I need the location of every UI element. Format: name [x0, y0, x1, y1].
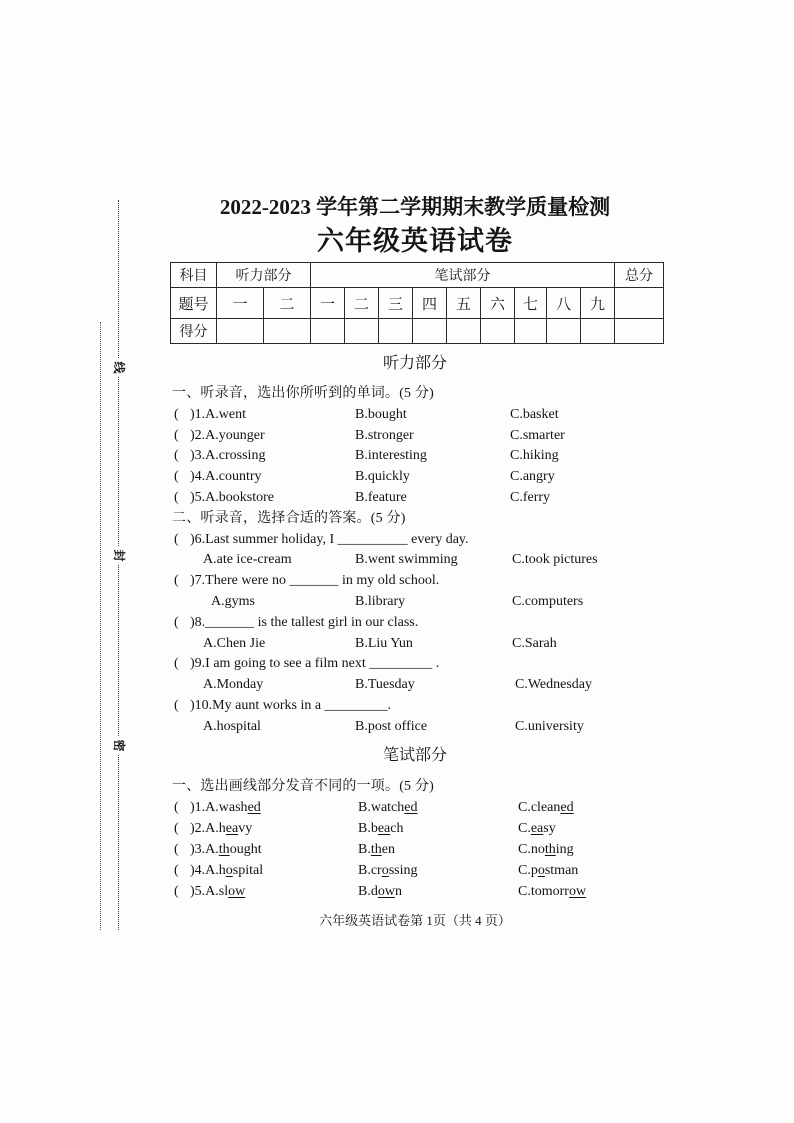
binding-char-feng: 封 [110, 547, 127, 564]
listening-q9-row [172, 654, 642, 675]
question-number: 2. [194, 820, 206, 836]
option-c-underlined: th [544, 841, 556, 857]
answer-bracket-close: ) [190, 614, 195, 630]
option-a: A.went [205, 406, 246, 422]
total-label: 总分 [615, 263, 664, 288]
binding-char-mi: 密 [110, 737, 127, 754]
option-a: A.crossing [205, 448, 266, 464]
option-b-rest: ssing [388, 862, 418, 878]
written-q4-row [172, 860, 642, 881]
option-b-rest: ch [390, 820, 404, 836]
question-stem [190, 405, 246, 426]
listening-part2-instruction: 二、听录音，选择合适的答案。(5 分) [172, 510, 406, 526]
listening-q6-options [172, 550, 642, 571]
option-a: A.bookstore [205, 489, 274, 505]
option-b-rest: en [381, 841, 395, 857]
score-cell [311, 319, 345, 344]
score-cell [379, 319, 413, 344]
subject-label: 科目 [171, 263, 217, 288]
option-a-underlined: ea [225, 820, 239, 836]
answer-bracket-open: ( [174, 820, 179, 836]
answer-bracket-open: ( [174, 427, 179, 443]
option-c-underlined: ow [568, 883, 587, 899]
written-number: 七 [515, 288, 547, 319]
question-stem [190, 446, 265, 467]
written-part1-instruction: 一、选出画线部分发音不同的一项。(5 分) [172, 778, 435, 794]
option-a-text: A.h [205, 820, 226, 836]
score-table-score-row [171, 319, 664, 344]
number-label: 题号 [171, 288, 217, 319]
written-number: 二 [345, 288, 379, 319]
answer-bracket-close: ) [190, 862, 195, 878]
listening-number: 二 [264, 288, 311, 319]
option-b: B.quickly [355, 469, 410, 485]
question-text: There were no _______ in my old school. [205, 573, 440, 589]
option-a: A.ate ice-cream [203, 552, 292, 568]
option-b-underlined: o [381, 862, 389, 878]
question-stem [190, 818, 252, 839]
option-b-underlined: ed [404, 799, 418, 815]
listening-q10-row [172, 696, 642, 717]
score-table [170, 262, 664, 344]
option-c-text: C.clean [518, 799, 561, 815]
written-number: 四 [413, 288, 447, 319]
question-stem [190, 488, 274, 509]
option-c-text: C.p [518, 862, 538, 878]
option-b-underlined: th [370, 841, 382, 857]
score-cell [581, 319, 615, 344]
answer-bracket-open: ( [174, 862, 179, 878]
question-number: 4. [194, 469, 206, 485]
listening-q4-row [172, 467, 642, 488]
listening-q10-options [172, 717, 642, 738]
listening-q7-options [172, 592, 642, 613]
question-number: 3. [194, 841, 206, 857]
binding-dotted-line-outer [100, 322, 101, 930]
listening-q5-row [172, 488, 642, 509]
option-a: A.Monday [203, 677, 264, 693]
written-section [172, 776, 642, 902]
question-stem [190, 530, 469, 551]
question-stem [190, 426, 265, 447]
option-c: C.took pictures [512, 552, 598, 568]
option-c: C.university [515, 718, 584, 734]
option-c: C.Wednesday [515, 677, 593, 693]
listening-heading: 听力部分 [382, 355, 447, 372]
answer-bracket-open: ( [174, 531, 179, 547]
option-c [518, 818, 556, 839]
exam-subtitle: 六年级英语试卷 [317, 226, 513, 256]
question-text: My aunt works in a _________. [212, 697, 392, 713]
option-b: B.post office [355, 718, 428, 734]
question-number: 2. [194, 427, 206, 443]
option-b-text: B.watch [358, 799, 405, 815]
option-a-underlined: ow [228, 883, 246, 899]
option-b-text: B.d [358, 883, 378, 899]
question-number: 4. [194, 862, 206, 878]
score-cell [515, 319, 547, 344]
answer-bracket-open: ( [174, 799, 179, 815]
listening-section-label: 听力部分 [217, 263, 311, 288]
option-b: B.library [355, 593, 406, 609]
option-a-text: A. [205, 841, 219, 857]
written-q2-row [172, 818, 642, 839]
answer-bracket-open: ( [174, 469, 179, 485]
answer-bracket-close: ) [190, 469, 195, 485]
question-number: 3. [194, 448, 206, 464]
question-number: 1. [194, 406, 206, 422]
option-b: B.feature [355, 489, 407, 505]
option-a-rest: spital [232, 862, 264, 878]
score-label: 得分 [171, 319, 217, 344]
score-cell [345, 319, 379, 344]
option-a [205, 821, 252, 836]
answer-bracket-open: ( [174, 883, 179, 899]
score-table-number-row [171, 288, 664, 319]
option-a: A.country [205, 469, 262, 485]
answer-bracket-close: ) [190, 427, 195, 443]
answer-bracket-close: ) [190, 697, 195, 713]
exam-title: 2022-2023 学年第二学期期末教学质量检测 [219, 195, 611, 219]
option-c [518, 839, 574, 860]
answer-bracket-close: ) [190, 799, 195, 815]
answer-bracket-open: ( [174, 448, 179, 464]
question-number: 9. [194, 656, 206, 672]
answer-bracket-close: ) [190, 573, 195, 589]
question-stem [190, 797, 261, 818]
written-number: 六 [481, 288, 515, 319]
written-q1-row [172, 797, 642, 818]
answer-bracket-open: ( [174, 841, 179, 857]
listening-part1-instruction: 一、听录音，选出你所听到的单词。(5 分) [172, 386, 435, 401]
total-blank-cell [615, 288, 664, 319]
option-a-rest: vy [238, 820, 253, 836]
option-a: A.gyms [211, 593, 255, 609]
answer-bracket-open: ( [174, 697, 179, 713]
option-a-text: A.h [205, 862, 226, 878]
listening-q8-options [172, 634, 642, 655]
answer-bracket-close: ) [190, 448, 195, 464]
question-number: 5. [194, 489, 206, 505]
option-b [358, 839, 395, 860]
listening-q7-row [172, 571, 642, 592]
question-text: Last summer holiday, I __________ every day. [205, 531, 469, 547]
score-cell [481, 319, 515, 344]
option-c: C.computers [512, 593, 584, 609]
option-a-text: A.wash [205, 799, 248, 815]
option-c-text: C.no [518, 841, 545, 857]
answer-bracket-open: ( [174, 406, 179, 422]
written-number: 三 [379, 288, 413, 319]
question-number: 8. [194, 614, 206, 630]
option-b: B.Liu Yun [355, 635, 413, 651]
option-b [358, 818, 404, 839]
option-a [205, 884, 245, 899]
total-score-cell [615, 319, 664, 344]
option-b [358, 881, 402, 902]
option-b-rest: n [394, 883, 402, 899]
score-table-header-row [171, 263, 664, 288]
listening-number: 一 [217, 288, 264, 319]
score-cell [547, 319, 581, 344]
option-c [518, 797, 574, 818]
page-footer: 六年级英语试卷第 1页（共 4 页） [319, 913, 511, 928]
option-a [205, 842, 261, 857]
option-c: C.basket [510, 406, 559, 422]
option-a-text: A.sl [205, 883, 229, 899]
option-b: B.bought [355, 406, 407, 422]
option-b-text: B.cr [358, 862, 382, 878]
question-stem [190, 860, 263, 881]
option-b: B.Tuesday [355, 677, 415, 693]
answer-bracket-close: ) [190, 883, 195, 899]
question-stem [190, 613, 418, 634]
option-c-rest: sy [543, 820, 556, 836]
written-q3-row [172, 839, 642, 860]
option-c-rest: stman [544, 862, 579, 878]
option-b: B.went swimming [355, 552, 458, 568]
option-a: A.younger [205, 427, 265, 443]
score-cell [217, 319, 264, 344]
answer-bracket-open: ( [174, 614, 179, 630]
option-c-rest: ing [555, 841, 574, 857]
option-c-underlined: ed [560, 799, 574, 815]
option-a-underlined: ed [247, 799, 261, 815]
question-stem [190, 881, 245, 902]
answer-bracket-open: ( [174, 489, 179, 505]
score-cell [413, 319, 447, 344]
question-number: 1. [194, 799, 206, 815]
answer-bracket-open: ( [174, 656, 179, 672]
option-b: B.stronger [355, 427, 414, 443]
question-text: _______ is the tallest girl in our class. [205, 614, 419, 630]
option-b [358, 797, 417, 818]
answer-bracket-close: ) [190, 656, 195, 672]
written-number: 五 [447, 288, 481, 319]
answer-bracket-close: ) [190, 406, 195, 422]
option-b-text: B. [358, 841, 371, 857]
question-number: 5. [194, 883, 206, 899]
option-c: C.hiking [510, 448, 559, 464]
listening-q9-options [172, 675, 642, 696]
answer-bracket-open: ( [174, 573, 179, 589]
written-section-label: 笔试部分 [311, 263, 615, 288]
option-a-underlined: th [218, 841, 230, 857]
question-stem [190, 839, 262, 860]
listening-q2-row [172, 426, 642, 447]
option-a [205, 800, 261, 815]
option-c: C.angry [510, 469, 555, 485]
option-c-underlined: o [537, 862, 545, 878]
option-c [518, 860, 578, 881]
answer-bracket-close: ) [190, 489, 195, 505]
score-cell [264, 319, 311, 344]
written-number: 一 [311, 288, 345, 319]
listening-q6-row [172, 530, 642, 551]
binding-char-xian: 线 [110, 359, 127, 376]
option-c [518, 881, 586, 902]
answer-bracket-close: ) [190, 820, 195, 836]
option-a-underlined: o [225, 862, 233, 878]
option-b-underlined: ow [377, 883, 395, 899]
written-heading: 笔试部分 [382, 747, 447, 764]
question-stem [190, 571, 439, 592]
listening-section [172, 384, 642, 738]
question-text: I am going to see a film next _________ . [205, 656, 440, 672]
question-number: 7. [194, 573, 206, 589]
option-b-text: B.b [358, 820, 378, 836]
question-number: 6. [194, 531, 206, 547]
option-a-rest: ought [229, 841, 262, 857]
option-c: C.smarter [510, 427, 565, 443]
binding-dotted-line [118, 200, 119, 930]
question-stem [190, 467, 262, 488]
answer-bracket-close: ) [190, 531, 195, 547]
answer-bracket-close: ) [190, 841, 195, 857]
option-c: C.Sarah [512, 635, 557, 651]
listening-q8-row [172, 613, 642, 634]
option-c-underlined: ea [530, 820, 544, 836]
option-a: A.Chen Jie [203, 635, 266, 651]
option-a: A.hospital [203, 718, 261, 734]
question-number: 10. [194, 697, 213, 713]
score-cell [447, 319, 481, 344]
written-number: 八 [547, 288, 581, 319]
listening-q1-row [172, 405, 642, 426]
question-stem [190, 696, 391, 717]
option-a [205, 863, 263, 878]
question-stem [190, 654, 439, 675]
option-b [358, 860, 418, 881]
written-number: 九 [581, 288, 615, 319]
option-c: C.ferry [510, 489, 551, 505]
listening-q3-row [172, 446, 642, 467]
option-b-underlined: ea [377, 820, 391, 836]
option-c-text: C.tomorr [518, 883, 569, 899]
written-q5-row [172, 881, 642, 902]
option-c-text: C. [518, 820, 531, 836]
option-b: B.interesting [355, 448, 427, 464]
